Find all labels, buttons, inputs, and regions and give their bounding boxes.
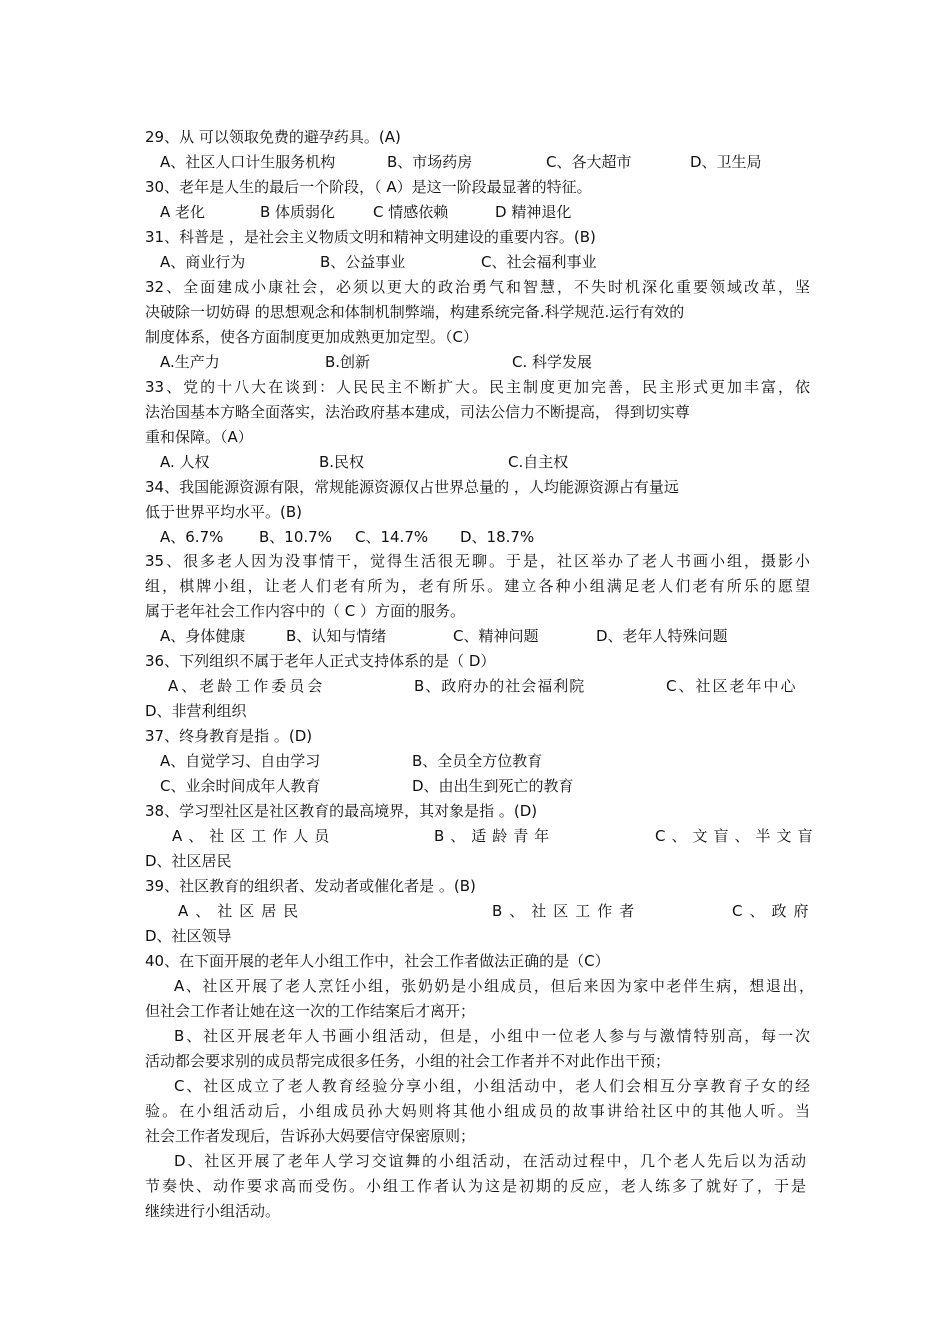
question-32-line-3: 制度体系，使各方面制度更加成熟更加定型。（C） bbox=[145, 328, 478, 346]
question-32-line-1: 32、全面建成小康社会，必须以更大的政治勇气和智慧，不失时机深化重要领域改革，坚 bbox=[145, 278, 810, 296]
question-34-option-d: D、18.7% bbox=[460, 528, 535, 546]
question-38-option-b: B、适龄青年 bbox=[434, 827, 556, 845]
question-31-option-b: B、公益事业 bbox=[320, 253, 406, 271]
question-33-line-1: 33、党的十八大在谈到：人民民主不断扩大。民主制度更加完善，民主形式更加丰富，依 bbox=[145, 378, 810, 396]
question-34-line-1: 34、我国能源资源有限，常规能源资源仅占世界总量的 ，人均能源资源占有量远 bbox=[145, 478, 679, 496]
question-29-option-c: C、各大超市 bbox=[546, 153, 632, 171]
question-30-option-d: D 精神退化 bbox=[495, 203, 572, 221]
question-29-option-d: D、卫生局 bbox=[690, 153, 762, 171]
question-37-option-c: C、业余时间成年人教育 bbox=[160, 777, 321, 795]
question-36-option-c: C、社区老年中心 bbox=[666, 677, 798, 695]
question-30-option-b: B 体质弱化 bbox=[260, 203, 336, 221]
question-34-line-2: 低于世界平均水平。(B) bbox=[145, 503, 302, 521]
question-37-option-a: A、自觉学习、自由学习 bbox=[160, 752, 321, 770]
question-39-option-b: B、社区工作者 bbox=[492, 902, 642, 920]
question-35-line-3: 属于老年社会工作内容中的（ C ）方面的服务。 bbox=[145, 602, 466, 620]
question-35-option-a: A、身体健康 bbox=[160, 627, 246, 645]
question-29-option-b: B、市场药房 bbox=[387, 153, 473, 171]
question-40-option-d-line-2: 节奏快、动作要求高而受伤。小组工作者认为这是初期的反应，老人练多了就好了，于是 bbox=[145, 1177, 806, 1195]
question-31-option-a: A、商业行为 bbox=[160, 253, 246, 271]
question-38-option-a: A、社区工作人员 bbox=[172, 827, 336, 845]
question-38-stem: 38、学习型社区是社区教育的最高境界，其对象是指 。(D) bbox=[145, 802, 538, 820]
question-40-option-d-line-1: D、社区开展了老年人学习交谊舞的小组活动，在活动过程中，几个老人先后以为活动 bbox=[174, 1152, 806, 1170]
question-32-option-b: B.创新 bbox=[325, 353, 371, 371]
question-36-option-d: D、非营利组织 bbox=[145, 702, 247, 720]
question-33-line-2: 法治国基本方略全面落实，法治政府基本建成，司法公信力不断提高， 得到切实尊 bbox=[145, 403, 690, 421]
question-40-option-b-line-2: 活动都会要求别的成员帮完成很多任务，小组的社会工作者并不对此作出干预； bbox=[145, 1052, 671, 1070]
question-30-option-a: A 老化 bbox=[160, 203, 206, 221]
question-36-option-a: A、老龄工作委员会 bbox=[168, 677, 326, 695]
question-39-stem: 39、社区教育的组织者、发动者或催化者是 。(B) bbox=[145, 877, 476, 895]
question-31-option-c: C、社会福利事业 bbox=[481, 253, 597, 271]
question-33-option-b: B.民权 bbox=[319, 453, 365, 471]
question-39-option-c: C、政府 bbox=[732, 902, 816, 920]
question-33-option-c: C.自主权 bbox=[508, 453, 569, 471]
question-38-option-c: C、文盲、半文盲 bbox=[655, 827, 819, 845]
question-29-stem: 29、从 可以领取免费的避孕药具。(A) bbox=[145, 128, 401, 146]
question-37-stem: 37、终身教育是指 。(D) bbox=[145, 727, 313, 745]
question-35-option-d: D、老年人特殊问题 bbox=[596, 627, 728, 645]
question-40-option-c-line-2: 验。在小组活动后，小组成员孙大妈则将其他小组成员的故事讲给社区中的其他人听。当 bbox=[145, 1102, 810, 1120]
question-32-line-2: 决破除一切妨碍 的思想观念和体制机制弊端，构建系统完备.科学规范.运行有效的 bbox=[145, 303, 685, 321]
question-37-option-d: D、由出生到死亡的教育 bbox=[412, 777, 574, 795]
question-36-stem: 36、下列组织不属于老年人正式支持体系的是（ D） bbox=[145, 652, 496, 670]
question-33-option-a: A. 人权 bbox=[160, 453, 210, 471]
question-38-option-d: D、社区居民 bbox=[145, 852, 232, 870]
question-35-line-1: 35、很多老人因为没事情干，觉得生活很无聊。于是，社区举办了老人书画小组，摄影小 bbox=[145, 552, 810, 570]
question-31-stem: 31、科普是 ，是社会主义物质文明和精神文明建设的重要内容。(B) bbox=[145, 228, 596, 246]
question-40-option-b-line-1: B、社区开展老年人书画小组活动，但是，小组中一位老人参与与激情特别高，每一次 bbox=[174, 1027, 810, 1045]
question-39-option-a: A、社区居民 bbox=[178, 902, 306, 920]
question-32-option-c: C. 科学发展 bbox=[512, 353, 593, 371]
question-36-option-b: B、政府办的社会福利院 bbox=[414, 677, 586, 695]
question-34-option-b: B、10.7% bbox=[259, 528, 332, 546]
question-40-option-c-line-3: 社会工作者发现后，告诉孙大妈要信守保密原则； bbox=[145, 1127, 476, 1145]
question-40-option-a-line-2: 但社会工作者让她在这一次的工作结案后才离开； bbox=[145, 1002, 476, 1020]
question-29-option-a: A、社区人口计生服务机构 bbox=[160, 153, 336, 171]
question-33-line-3: 重和保障。（A） bbox=[145, 428, 253, 446]
question-40-option-d-line-3: 继续进行小组活动。 bbox=[145, 1202, 281, 1220]
question-40-option-a-line-1: A、社区开展了老人烹饪小组，张奶奶是小组成员，但后来因为家中老伴生病，想退出， bbox=[174, 977, 814, 995]
question-35-option-c: C、精神问题 bbox=[453, 627, 539, 645]
question-34-option-a: A、6.7% bbox=[160, 528, 224, 546]
question-40-stem: 40、在下面开展的老年人小组工作中，社会工作者做法正确的是（C） bbox=[145, 952, 610, 970]
question-30-stem: 30、老年是人生的最后一个阶段，（ A）是这一阶段最显著的特征。 bbox=[145, 178, 592, 196]
question-35-line-2: 组，棋牌小组，让老人们老有所为，老有所乐。建立各种小组满足老人们老有所乐的愿望 bbox=[145, 577, 810, 595]
question-39-option-d: D、社区领导 bbox=[145, 927, 232, 945]
question-30-option-c: C 情感依赖 bbox=[373, 203, 449, 221]
question-37-option-b: B、全员全方位教育 bbox=[412, 752, 543, 770]
question-32-option-a: A.生产力 bbox=[160, 353, 220, 371]
question-34-option-c: C、14.7% bbox=[355, 528, 429, 546]
question-40-option-c-line-1: C、社区成立了老人教育经验分享小组，小组活动中，老人们会相互分享教育子女的经 bbox=[174, 1077, 810, 1095]
question-35-option-b: B、认知与情绪 bbox=[286, 627, 387, 645]
